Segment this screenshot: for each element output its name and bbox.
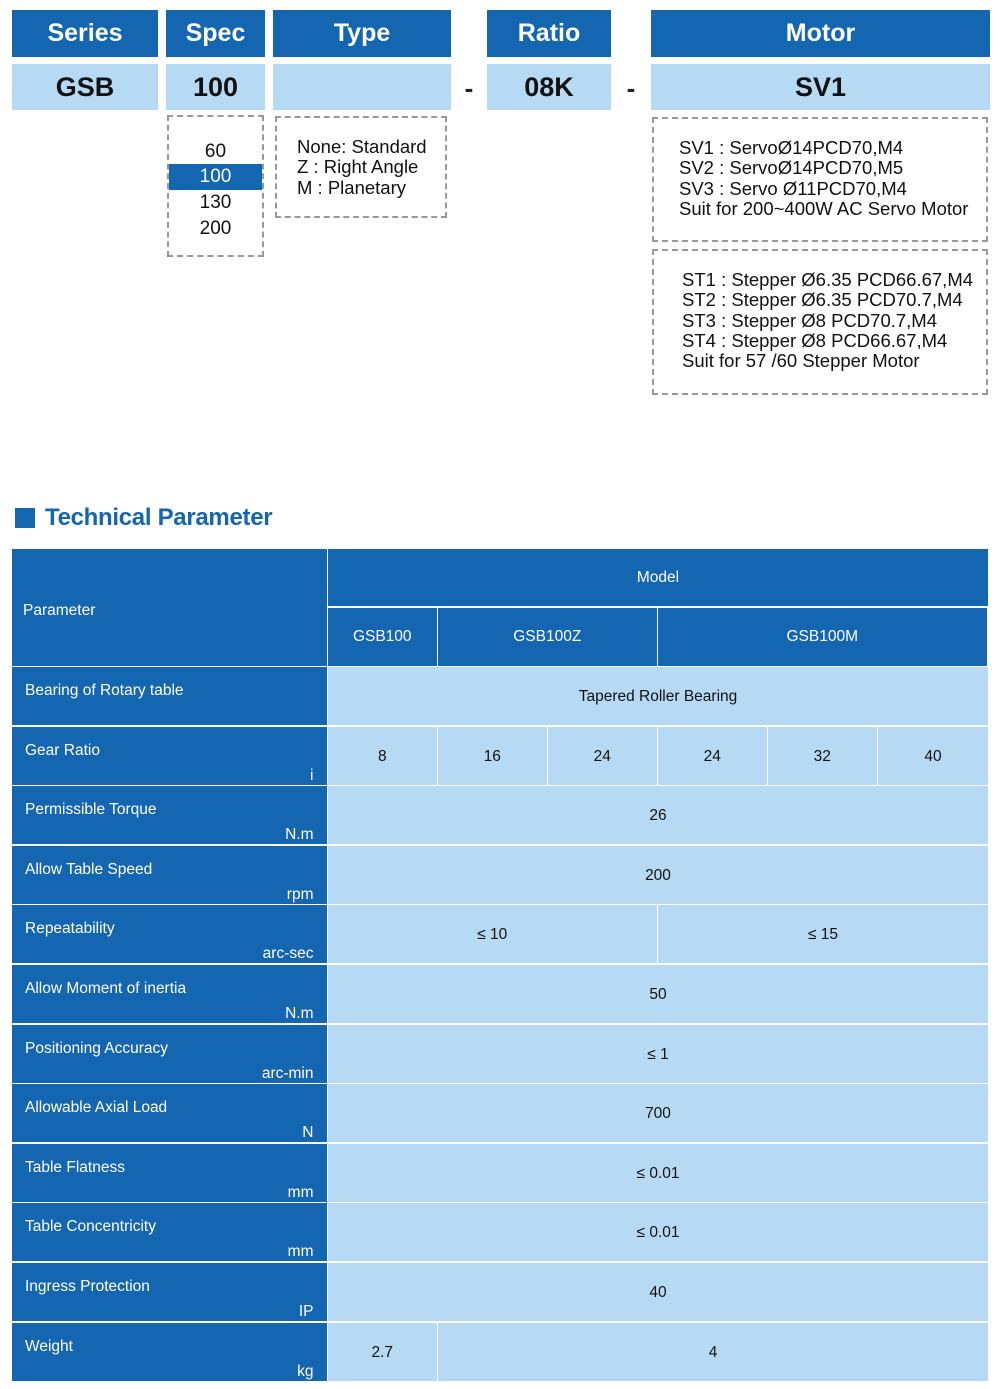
- type-option: Z : Right Angle: [297, 156, 419, 178]
- motor-value: SV1: [651, 64, 990, 110]
- model-name-cell: GSB100M: [658, 608, 987, 666]
- model-name-cell: GSB100: [328, 608, 437, 666]
- parameter-unit: arc-sec: [262, 945, 314, 963]
- series-header: Series: [12, 10, 158, 57]
- value-cell: 4: [438, 1323, 988, 1381]
- spec-options-box: [167, 115, 264, 257]
- code-separator: -: [626, 73, 636, 103]
- section-title: [15, 504, 272, 532]
- parameter-unit: rpm: [286, 885, 314, 903]
- parameter-unit: i: [310, 766, 314, 784]
- value-cell: 700: [328, 1084, 988, 1142]
- type-option: M : Planetary: [297, 176, 406, 198]
- value-cell: 200: [328, 846, 988, 904]
- parameter-row-label: [12, 965, 327, 1023]
- value-cell: 8: [328, 727, 437, 785]
- parameter-unit: N.m: [285, 826, 314, 844]
- parameter-row-label: [12, 1263, 327, 1321]
- parameter-name: Positioning Accuracy: [25, 1039, 169, 1057]
- motor-stepper-box: [652, 249, 988, 395]
- stepper-option: ST1 : Stepper Ø6.35 PCD66.67,M4: [682, 269, 974, 290]
- parameter-row-label: [12, 667, 327, 725]
- value-cell: 2.7: [328, 1323, 437, 1381]
- spec-option-selected[interactable]: 100: [169, 164, 262, 190]
- type-header: Type: [273, 10, 451, 57]
- value-cell: 16: [438, 727, 547, 785]
- servo-options-list: [679, 138, 968, 219]
- type-options-box: [275, 116, 447, 218]
- value-cell: ≤ 0.01: [328, 1144, 988, 1202]
- model-name-cell: GSB100Z: [438, 608, 657, 666]
- servo-note: Suit for 200~400W AC Servo Motor: [679, 197, 969, 219]
- parameter-unit: N: [302, 1124, 314, 1142]
- parameter-row-label: [12, 786, 327, 844]
- motor-header: Motor: [651, 10, 990, 57]
- stepper-note: Suit for 57 /60 Stepper Motor: [682, 350, 920, 372]
- value-cell: 50: [328, 965, 988, 1023]
- spec-option[interactable]: 200: [199, 218, 232, 239]
- parameter-row-label: [12, 1144, 327, 1202]
- parameter-row-label: [12, 1323, 327, 1381]
- stepper-option: ST4 : Stepper Ø8 PCD66.67,M4: [682, 329, 948, 351]
- section-title-text: Technical Parameter: [45, 504, 273, 531]
- series-value: GSB: [12, 64, 158, 110]
- parameter-unit: arc-min: [261, 1064, 314, 1082]
- spec-value: 100: [166, 64, 265, 110]
- parameter-name: Ingress Protection: [25, 1278, 150, 1296]
- spec-option[interactable]: 130: [199, 192, 232, 213]
- spec-option[interactable]: 60: [204, 141, 227, 162]
- value-cell: ≤ 1: [328, 1025, 988, 1083]
- value-cell: 40: [878, 727, 988, 785]
- parameter-row-label: [12, 905, 327, 963]
- parameter-name: Allow Moment of inertia: [25, 980, 187, 998]
- ratio-header: Ratio: [487, 10, 611, 57]
- parameter-unit: mm: [287, 1243, 314, 1261]
- value-cell: ≤ 15: [658, 905, 988, 963]
- value-cell: Tapered Roller Bearing: [328, 667, 988, 725]
- parameter-row-label: [12, 1025, 327, 1083]
- servo-option: SV1 : ServoØ14PCD70,M4: [679, 137, 904, 158]
- parameter-unit: N.m: [285, 1005, 314, 1023]
- stepper-options-list: [682, 270, 973, 371]
- parameter-name: Permissible Torque: [25, 801, 157, 819]
- parameter-name: Allowable Axial Load: [25, 1099, 168, 1117]
- parameter-name: Repeatability: [25, 920, 115, 938]
- value-cell: 40: [328, 1263, 988, 1321]
- parameter-name: Weight: [25, 1337, 73, 1355]
- value-cell: ≤ 10: [328, 905, 657, 963]
- value-cell: 24: [658, 727, 767, 785]
- parameter-unit: kg: [297, 1362, 314, 1380]
- square-bullet-icon: [15, 508, 35, 528]
- type-option: None: Standard: [297, 136, 427, 157]
- servo-option: SV2 : ServoØ14PCD70,M5: [679, 157, 904, 179]
- parameter-name: Gear Ratio: [25, 741, 100, 759]
- servo-option: SV3 : Servo Ø11PCD70,M4: [679, 177, 907, 199]
- parameter-name: Table Concentricity: [25, 1218, 156, 1236]
- motor-servo-box: [652, 117, 988, 242]
- parameter-row-label: [12, 1203, 327, 1261]
- value-cell: 26: [328, 786, 988, 844]
- parameter-row-label: [12, 846, 327, 904]
- stepper-option: ST3 : Stepper Ø8 PCD70.7,M4: [682, 309, 938, 331]
- parameter-row-label: [12, 727, 327, 785]
- parameter-unit: mm: [287, 1183, 314, 1201]
- parameter-unit: IP: [298, 1303, 314, 1321]
- stepper-option: ST2 : Stepper Ø6.35 PCD70.7,M4: [682, 289, 963, 311]
- parameter-row-label: [12, 1084, 327, 1142]
- ratio-value: 08K: [487, 64, 611, 110]
- parameter-name: Bearing of Rotary table: [25, 682, 184, 700]
- model-header: Model: [328, 549, 988, 606]
- parameter-header: Parameter: [12, 549, 327, 666]
- spec-header: Spec: [166, 10, 265, 57]
- value-cell: ≤ 0.01: [328, 1203, 988, 1261]
- parameter-name: Table Flatness: [25, 1158, 125, 1176]
- value-cell: 32: [768, 727, 877, 785]
- parameter-name: Allow Table Speed: [25, 860, 153, 878]
- value-cell: 24: [548, 727, 657, 785]
- code-separator: -: [464, 73, 474, 103]
- type-options-list: [297, 137, 427, 198]
- type-value: [273, 64, 451, 110]
